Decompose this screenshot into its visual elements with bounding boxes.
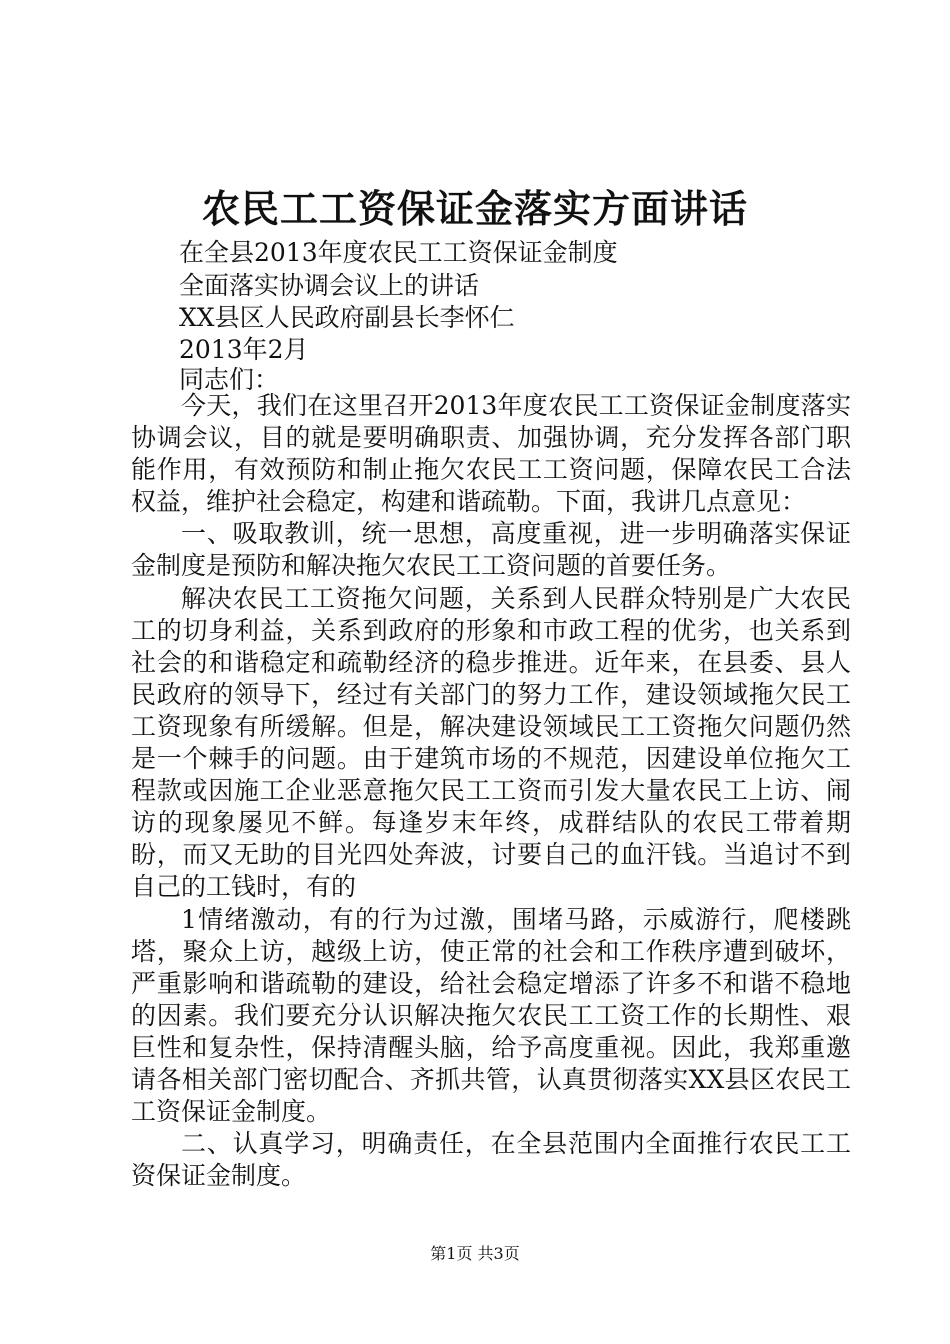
header-line-meeting: 在全县2013年度农民工工资保证金制度 — [179, 238, 618, 267]
document-title: 农民工工资保证金落实方面讲话 — [201, 186, 748, 231]
body-paragraph: 今天，我们在这里召开2013年度农民工工资保证金制度落实协调会议，目的就是要明确职责、加强协调，充分发挥各部门职能作用，有效预防和制止拖欠农民工工资问题，保障农民工合法权益，维护社会稳定，构建和谐疏勒。下面，我讲几点意见： — [131, 391, 851, 517]
section-heading-1: 一、吸取教训，统一思想，高度重视，进一步明确落实保证金制度是预防和解决拖欠农民工工资问题的首要任务。 — [131, 519, 851, 581]
header-line-speech: 全面落实协调会议上的讲话 — [179, 271, 480, 300]
document-body — [131, 390, 851, 1192]
body-paragraph: 解决农民工工资拖欠问题，关系到人民群众特别是广大农民工的切身利益，关系到政府的形象和市政工程的优劣，也关系到社会的和谐稳定和疏勒经济的稳步推进。近年来，在县委、县人民政府的领导下，经过有关部门的努力工作，建设领域拖欠民工工资现象有所缓解。但是，解决建设领域民工工资拖欠问题仍然是一个棘手的问题。由于建筑市场的不规范，因建设单位拖欠工程款或因施工企业恶意拖欠民工工资而引发大量农民工上访、闹访的现象屡见不鲜。每逢岁末年终，成群结队的农民工带着期盼，而又无助的目光四处奔波，讨要自己的血汗钱。当追讨不到自己的工钱时，有的 — [131, 583, 851, 902]
header-line-date: 2013年2月 — [179, 335, 309, 364]
section-heading-2: 二、认真学习，明确责任，在全县范围内全面推行农民工工资保证金制度。 — [131, 1129, 851, 1191]
header-line-speaker: XX县区人民政府副县长李怀仁 — [179, 303, 515, 332]
body-paragraph: 1情绪激动，有的行为过激，围堵马路，示威游行，爬楼跳塔，聚众上访，越级上访，使正常的社会和工作秩序遭到破坏，严重影响和谐疏勒的建设，给社会稳定增添了许多不和谐不稳地的因素。我们要充分认识解决拖欠农民工工资工作的长期性、艰巨性和复杂性，保持清醒头脑，给予高度重视。因此，我郑重邀请各相关部门密切配合、齐抓共管，认真贯彻落实XX县区农民工工资保证金制度。 — [131, 904, 851, 1127]
header-line-salutation: 同志们： — [179, 365, 280, 394]
page-footer: 第1页 共3页 — [430, 1244, 520, 1263]
